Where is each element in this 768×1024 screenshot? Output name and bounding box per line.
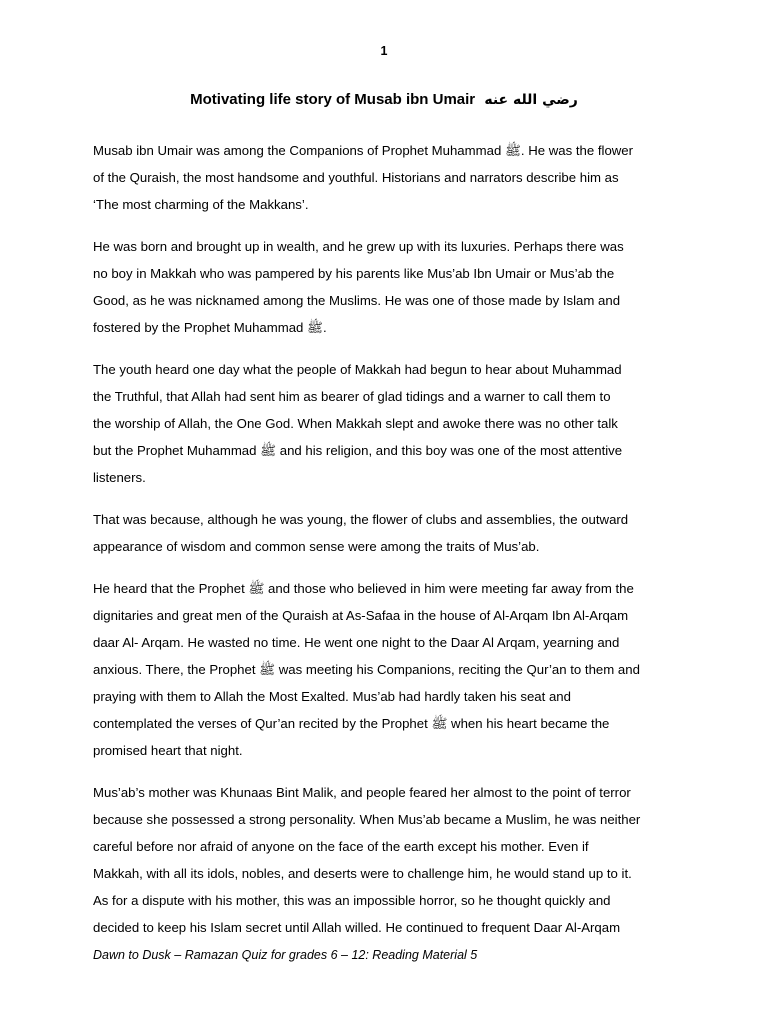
text-line: of the Quraish, the most handsome and youthful. Historians and narrators describe him as xyxy=(93,170,619,185)
text-line: Good, as he was nicknamed among the Muslims. He was one of those made by Islam and xyxy=(93,293,621,308)
text-line: Musab ibn Umair was among the Companions of Prophet Muhammad ﷺ. He was the flower xyxy=(93,143,634,158)
text-line: contemplated the verses of Qur’an recited by the Prophet ﷺ when his heart became the xyxy=(93,716,610,731)
page-footer: Dawn to Dusk – Ramazan Quiz for grades 6 – 12: Reading Material 5 xyxy=(93,948,478,962)
paragraph-6 xyxy=(93,779,683,941)
text-line: He heard that the Prophet ﷺ and those who believed in him were meeting far away from the xyxy=(93,581,634,596)
paragraph-3 xyxy=(93,356,683,491)
text-line: but the Prophet Muhammad ﷺ and his religion, and this boy was one of the most attentive xyxy=(93,443,623,458)
text-line: listeners. xyxy=(93,470,146,485)
text-line: the worship of Allah, the One God. When Makkah slept and awoke there was no other talk xyxy=(93,416,618,431)
text-line: appearance of wisdom and common sense were among the traits of Mus’ab. xyxy=(93,539,540,554)
text-line: promised heart that night. xyxy=(93,743,243,758)
page-number: 1 xyxy=(380,44,388,58)
text-line: praying with them to Allah the Most Exalted. Mus’ab had hardly taken his seat and xyxy=(93,689,571,704)
text-line: The youth heard one day what the people of Makkah had begun to hear about Muhammad xyxy=(93,362,622,377)
text-line: because she possessed a strong personality. When Mus’ab became a Muslim, he was neither xyxy=(93,812,641,827)
text-line: anxious. There, the Prophet ﷺ was meeting his Companions, reciting the Qur’an to them and xyxy=(93,662,640,677)
text-line: As for a dispute with his mother, this was an impossible horror, so he thought quickly and xyxy=(93,893,611,908)
text-line: That was because, although he was young, the flower of clubs and assemblies, the outward xyxy=(93,512,629,527)
text-line: daar Al- Arqam. He wasted no time. He went one night to the Daar Al Arqam, yearning and xyxy=(93,635,620,650)
paragraph-2 xyxy=(93,233,683,341)
document-title xyxy=(0,90,768,110)
paragraph-5 xyxy=(93,575,683,764)
text-line: the Truthful, that Allah had sent him as bearer of glad tidings and a warner to call them to xyxy=(93,389,611,404)
paragraph-1 xyxy=(93,137,683,218)
text-line: fostered by the Prophet Muhammad ﷺ. xyxy=(93,320,327,335)
text-line: Mus’ab’s mother was Khunaas Bint Malik, and people feared her almost to the point of terror xyxy=(93,785,631,800)
text-line: ‘The most charming of the Makkans’. xyxy=(93,197,309,212)
paragraph-4 xyxy=(93,506,683,560)
text-line: no boy in Makkah who was pampered by his parents like Mus’ab Ibn Umair or Mus’ab the xyxy=(93,266,615,281)
text-line: He was born and brought up in wealth, and he grew up with its luxuries. Perhaps there was xyxy=(93,239,624,254)
text-line: Makkah, with all its idols, nobles, and deserts were to challenge him, he would stand up to it. xyxy=(93,866,632,881)
title-text: Motivating life story of Musab ibn Umair xyxy=(190,91,476,108)
document-body xyxy=(93,137,683,956)
text-line: decided to keep his Islam secret until Allah willed. He continued to frequent Daar Al-Arqam xyxy=(93,920,621,935)
title-arabic-honorific: رضي الله عنه xyxy=(484,92,578,108)
text-line: careful before nor afraid of anyone on the face of the earth except his mother. Even if xyxy=(93,839,589,854)
text-line: dignitaries and great men of the Quraish at As-Safaa in the house of Al-Arqam Ibn Al-Arqam xyxy=(93,608,629,623)
